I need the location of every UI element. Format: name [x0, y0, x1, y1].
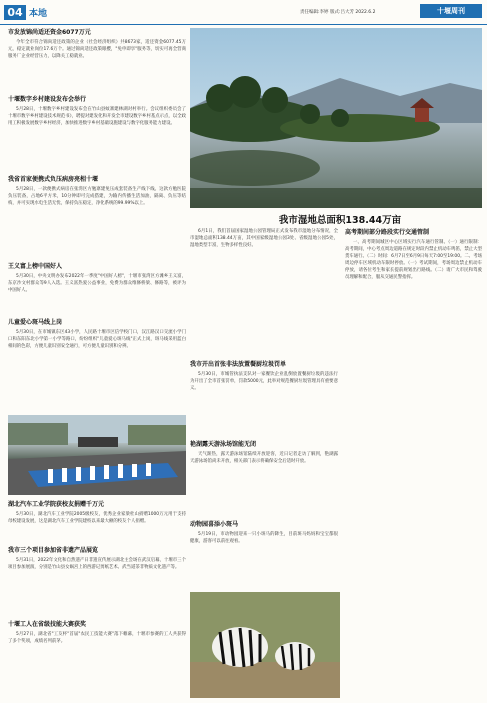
- headline: 我市三个项目参加省非遗产品展览: [8, 547, 99, 554]
- headline: 儿童爱心斑马线上岗: [8, 319, 63, 326]
- article-mid-3: [190, 440, 338, 465]
- body: 5月19日，市动物园迎来一只小斑马的降生，目前斑马妈妈和宝宝都很健康，游客可以前往观看。: [190, 532, 338, 545]
- body: 5月31日，2022年文化和自然遗产日非遗宣传展示湖北主会场在武汉启幕，十堰市三个项目参加展演，分别是竹山县女娲宫上的西游记剪纸艺术、武当道茶非物质文化遗产等。: [8, 558, 186, 571]
- headline: 王义富上榜中国好人: [8, 263, 63, 270]
- page-header: [0, 0, 487, 22]
- editor-meta: 责任编辑:李婷 版式:吕大芳 2022.6.2: [300, 10, 376, 15]
- article-left-7: [8, 546, 186, 571]
- headline: 湖北汽车工业学院获校友捐赠千万元: [8, 501, 105, 508]
- headline: 市发放锦尚适还资金6077万元: [8, 29, 91, 36]
- header-rule: [0, 24, 487, 25]
- brand-banner: 十堰周刊: [420, 4, 482, 18]
- headline: 高考期间部分路段实行交通管制: [345, 229, 430, 236]
- article-mid-1: [190, 228, 338, 249]
- body: 5月30日，市城管执法支队对一家餐饮企业乱倒放置餐厨垃圾的违法行为开出了全市首张罚单，罚款5000元，此举对规范餐厨垃圾管理具有重要意义。: [190, 372, 338, 392]
- body: 6月1日，我们首届国家湿地公园管理局正式发布我市湿地分布情况，全市湿地总面积138.44万亩，其中国家级湿地公园3处、省级湿地公园5处，湿地类型丰富，生物多样性良好。: [190, 229, 338, 249]
- headline: 我市开出首张非法放置餐厨垃圾罚单: [190, 361, 287, 368]
- body: 5月30日，在市城镇东区43小学，人民路十堰市区信学校门口，汉江路汉口交流小学门口和东阳东北小学第一小学等路口，纷纷组织"儿童爱心斑马线"正式上岗，斑马线采用蓝白相间的色彩，方便儿童识别安全通行，可方便儿童识别和分辨。: [8, 330, 186, 350]
- photo-caption: 我市湿地总面积138.44万亩: [278, 215, 402, 226]
- body: 5月27日，湖北省"工友杯"首届"农民工技能大赛"落下帷幕，十堰市参赛的工人共获得了多个奖项，成绩名列前茅。: [8, 632, 186, 645]
- body: 5月28日，十堰数字乡村建设发布会在竹山县蚊寨建林湖对村举行。会议组织委员会了十堰市数字乡村建设技术规范书》，聘提对建发化和开发全市建设数字乡村基点示点，以全政用工积极发展数字乡村经济，加快推进数字乡村基础设施建设与数字化服务能力建设。: [8, 107, 186, 127]
- article-left-5: [8, 318, 186, 350]
- article-left-4: [8, 262, 186, 294]
- article-left-3: [8, 175, 186, 207]
- headline: 动物园喜添小斑马: [190, 521, 239, 528]
- article-left-2: [8, 95, 186, 127]
- body: 5月28日，一款便携式病房在张湾区方勉寨建免压成套装备生产线下线。这款方勉医院负压装备，占地6平方米，10分钟即可完成搭建，为输内传播生活加油，隔离、负压等结构，并可实现水电生活无忧，保持负压稳定，净化系统的99.99%以上。: [8, 187, 186, 207]
- article-left-1: [8, 28, 186, 60]
- body: 天气渐热，露天游泳场馆陆续开放迎客，近日记者走访了解到，艳湖露天游泳场馆尚未开放，相关部门表示将确保安全后适时开放。: [190, 452, 338, 465]
- article-left-6: [8, 500, 186, 525]
- body: 5月30日，湖北汽车工业学院2005级校友，优秀企业家梁杜山捐赠1000万元用于支持母校建设发展，这是湖北汽车工业学院建校以来最大额的校友个人捐赠。: [8, 512, 186, 525]
- page-number: 04: [4, 5, 26, 20]
- headline: 十堰工人在省级技能大赛获奖: [8, 621, 87, 628]
- article-mid-4: [190, 520, 338, 545]
- article-right-1: [345, 228, 482, 282]
- headline: 我省首家便携式负压病房亮相十堰: [8, 176, 99, 183]
- body: 5月30日，中央文明办发布2022年一季度"中国好人榜"，十堰市张湾区方滩乡王义富，东京沙文村群众等9人入选。王义富热爱公益事业，免费为群众维修桥梁、修路等，被评为中国好人。: [8, 274, 186, 294]
- wetland-photo: [190, 28, 482, 208]
- article-left-8: [8, 620, 186, 645]
- zebra-photo: [190, 592, 340, 698]
- crosswalk-photo: [8, 415, 186, 495]
- body: 今年全市符合锦尚适还政策的企业（社会经济组织）共8673家，适还资金6077.45万元，稳定就业岗位17.6万个。通过锦尚适还政策眼樱，"免申即享"服务等，切实可再全营商服务厂企业经营压力，以降关工稳就业。: [8, 40, 186, 60]
- headline: 十堰数字乡村建设发布会举行: [8, 96, 87, 103]
- body: 一、高考期间城区中心区域实行汽车通行管制。（一）通行限制：高考期间，中心考点周边道路在规定时段内禁止机动车鸣笛，禁止大型货车通行。（二）时间：6月7日至6月9日每天7:00至19:00。二、考场周边停车区域机动车限时停放。（一）考试期间，考场周边禁止机动车停放，请各位考生和家长提前规划出行路线。（二）请广大市民和驾驶员理解和配合，服从交通民警指挥。: [345, 240, 482, 281]
- headline: 艳湖露天游泳场馆能无闭: [190, 441, 257, 448]
- section-name: 本地: [29, 9, 48, 19]
- article-mid-2: [190, 360, 338, 392]
